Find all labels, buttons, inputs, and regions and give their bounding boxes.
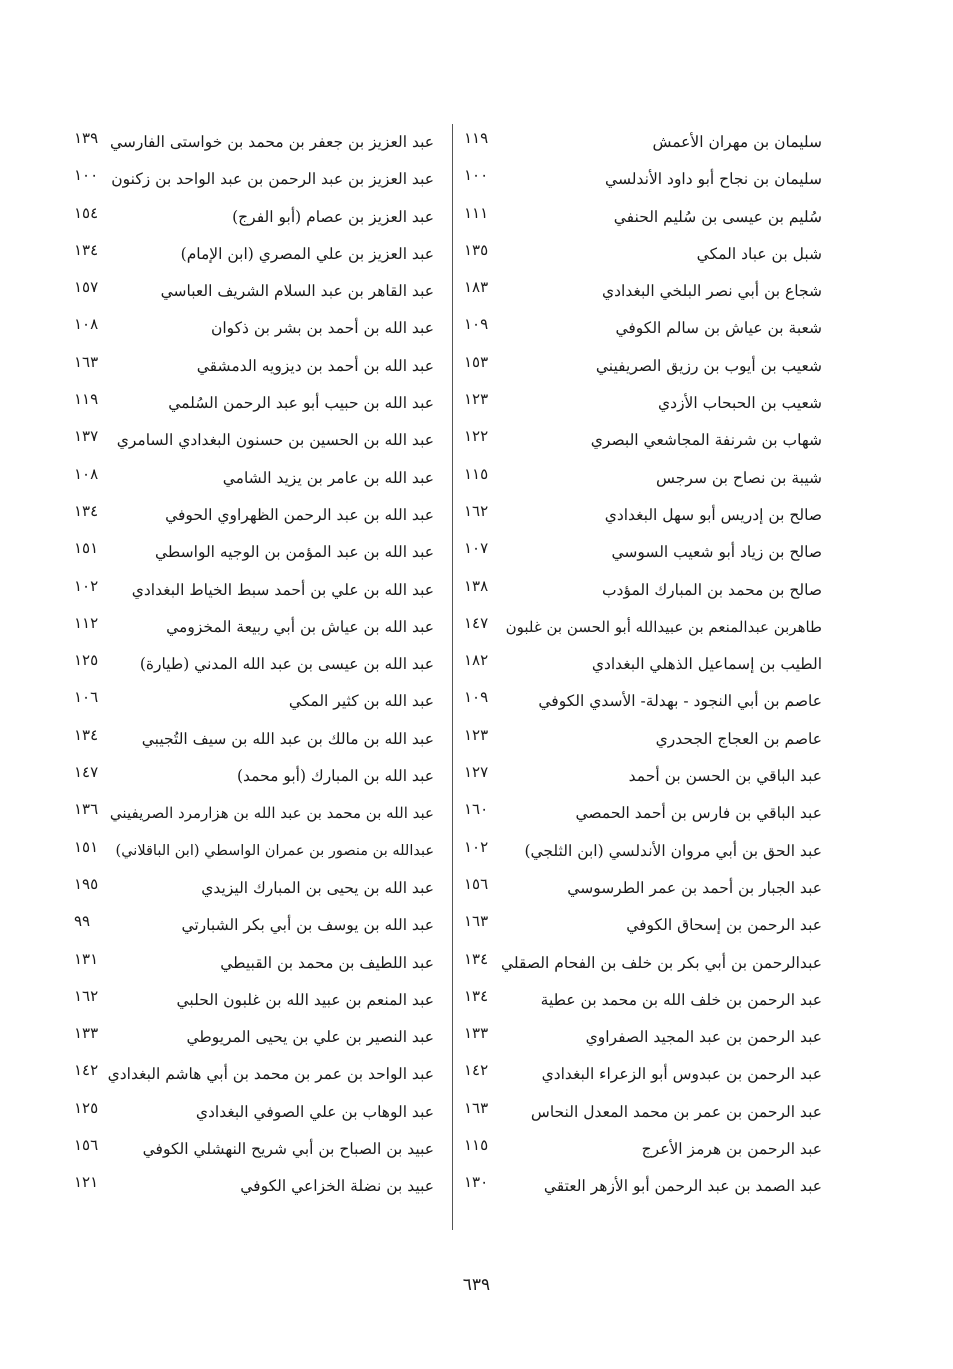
entry-page-number: ١٢٣ xyxy=(464,725,489,744)
index-entry xyxy=(462,945,822,982)
index-entry xyxy=(72,795,434,832)
entry-name: عبيد بن الصباح بن أبي شريح النهشلي الكوفي xyxy=(142,1140,434,1159)
entry-name: عبد الرحمن بن عمر بن محمد المعدل النحاس xyxy=(530,1102,822,1121)
entry-name: عبيد بن نضلة الخزاعي الكوفي xyxy=(240,1177,434,1196)
entry-name: عاصم بن العجاج الجحدري xyxy=(655,729,822,748)
entry-page-number: ٩٩ xyxy=(74,912,91,931)
entry-page-number: ١٣٥ xyxy=(464,240,489,259)
entry-page-number: ١٣٨ xyxy=(464,576,489,595)
index-entry xyxy=(462,907,822,944)
index-entry xyxy=(462,161,822,198)
entry-name: عبد العزيز بن عبد الرحمن بن عبد الواحد بن زكنون xyxy=(111,170,434,189)
entry-name: سليمان بن نجاح أبو داود الأندلسي xyxy=(605,170,822,189)
entry-page-number: ١٠٧ xyxy=(464,539,489,558)
index-entry xyxy=(72,1056,434,1093)
entry-name: طاهربن عبدالمنعم بن عبيدالله أبو الحسن بن غلبون xyxy=(505,617,822,636)
entry-name: عاصم بن أبي النجود - بهدلة- الأسدي الكوفي xyxy=(538,692,822,711)
entry-name: شعبة بن عياش بن سالم الكوفي xyxy=(615,319,822,338)
entry-page-number: ١٣٦ xyxy=(74,800,99,819)
index-entry xyxy=(462,310,822,347)
entry-name: عبد الله بن مالك بن عبد الله بن سيف التُجيبي xyxy=(141,729,434,748)
entry-page-number: ١٤٧ xyxy=(74,763,99,782)
entry-name: شعيب بن أيوب بن رزيق الصريفيني xyxy=(595,356,822,375)
entry-page-number: ١٣٠ xyxy=(464,1173,489,1192)
entry-name: عبد الله بن عياش بن أبي ربيعة المخزومي xyxy=(166,617,434,636)
entry-page-number: ١٥٦ xyxy=(74,1136,99,1155)
index-entry xyxy=(72,348,434,385)
index-entry xyxy=(72,572,434,609)
index-entry xyxy=(462,236,822,273)
entry-page-number: ١٣١ xyxy=(74,949,99,968)
entry-page-number: ١٠٦ xyxy=(74,688,99,707)
entry-name: عبد الرحمن بن خلف الله بن محمد بن عطية xyxy=(540,990,822,1009)
index-entry xyxy=(72,870,434,907)
entry-name: عبد الرحمن بن عبد المجيد الصفراوي xyxy=(585,1028,822,1047)
entry-page-number: ١٥١ xyxy=(74,539,99,558)
entry-page-number: ١٦٢ xyxy=(74,986,99,1005)
entry-page-number: ١٦٣ xyxy=(464,1098,489,1117)
entry-page-number: ١٥٤ xyxy=(74,203,99,222)
index-entry xyxy=(72,236,434,273)
entry-page-number: ١٠٨ xyxy=(74,315,99,334)
index-entry xyxy=(462,721,822,758)
entry-name: عبد الله بن يحيى بن المبارك اليزيدي xyxy=(201,878,434,897)
index-entry xyxy=(72,497,434,534)
index-entry xyxy=(72,1094,434,1131)
index-entry xyxy=(462,646,822,683)
entry-name: عبد الجبار بن أحمد بن عمر الطرسوسي xyxy=(567,878,822,897)
entry-name: شبل بن عباد المكي xyxy=(696,244,822,263)
index-entry xyxy=(462,870,822,907)
index-entry xyxy=(462,497,822,534)
index-entry xyxy=(72,945,434,982)
entry-name: عبد الله بن علي بن أحمد سبط الخياط البغدادي xyxy=(131,580,434,599)
entry-name: الطيب بن إسماعيل الذهلي البغدادي xyxy=(591,655,822,674)
index-entry xyxy=(72,460,434,497)
entry-page-number: ١٣٤ xyxy=(464,986,489,1005)
entry-page-number: ١٦٠ xyxy=(464,800,489,819)
index-entry xyxy=(72,199,434,236)
entry-page-number: ١٣٤ xyxy=(74,725,99,744)
index-entry xyxy=(72,907,434,944)
entry-name: عبد الله بن يوسف بن أبي بكر الشبارتي xyxy=(181,916,434,935)
index-entry xyxy=(72,124,434,161)
entry-name: عبد الله بن محمد بن عبد الله بن هزارمرد الصريفيني xyxy=(109,804,434,823)
page-number: ٦٣٩ xyxy=(462,1275,491,1295)
entry-name: عبد الله بن عامر بن يزيد الشامي xyxy=(222,468,434,487)
index-entry xyxy=(462,1131,822,1168)
entry-page-number: ١٣٧ xyxy=(74,427,99,446)
index-entry xyxy=(72,1168,434,1205)
entry-page-number: ١٦٢ xyxy=(464,501,489,520)
entry-name: عبد اللطيف بن محمد بن القبيطي xyxy=(220,953,434,972)
entry-page-number: ١١٩ xyxy=(464,129,489,147)
index-entry xyxy=(462,199,822,236)
entry-name: عبد الرحمن بن هرمز الأعرج xyxy=(641,1140,822,1159)
entry-name: عبد القاهر بن عبد السلام الشريف العباسي xyxy=(160,282,434,301)
index-entry xyxy=(72,609,434,646)
entry-page-number: ١٠٠ xyxy=(464,166,489,185)
index-entry xyxy=(462,1019,822,1056)
index-entry xyxy=(72,683,434,720)
index-entry xyxy=(462,572,822,609)
left-index-column xyxy=(72,124,434,1206)
entry-page-number: ١٢٥ xyxy=(74,651,99,670)
index-entry xyxy=(72,758,434,795)
entry-name: عبد المنعم بن عبيد الله بن غلبون الحلبي xyxy=(176,990,434,1009)
entry-name: عبد الله بن عبد المؤمن بن الوجيه الواسطي xyxy=(155,543,434,562)
entry-name: عبد العزيز بن عصام (أبو الفرج) xyxy=(232,207,434,226)
index-entry xyxy=(72,982,434,1019)
entry-page-number: ١٦٣ xyxy=(74,352,99,371)
entry-name: عبد الصمد بن عبد الرحمن أبو الأزهر العتقي xyxy=(543,1177,822,1196)
index-entry xyxy=(72,1131,434,1168)
entry-name: عبد الوهاب بن علي الصوفي البغدادي xyxy=(195,1102,434,1121)
entry-page-number: ١٣٩ xyxy=(74,129,99,147)
entry-page-number: ١٠٠ xyxy=(74,166,99,185)
entry-page-number: ١٠٢ xyxy=(74,576,99,595)
entry-page-number: ١١٢ xyxy=(74,613,99,632)
entry-page-number: ١٥٣ xyxy=(464,352,489,371)
entry-page-number: ١٤٢ xyxy=(74,1061,99,1080)
entry-name: عبد الله بن أحمد بن بشر بن ذكوان xyxy=(210,319,434,338)
entry-name: عبد الله بن المبارك (أبو محمد) xyxy=(236,767,434,786)
entry-name: عبد الحق بن أبي مروان الأندلسي (ابن الثلجي) xyxy=(524,841,822,860)
index-entry xyxy=(462,758,822,795)
entry-name: عبد النصير بن علي بن يحيى المريوطي xyxy=(186,1028,434,1047)
index-entry xyxy=(462,795,822,832)
entry-name: سليمان بن مهران الأعمش xyxy=(652,133,822,151)
entry-page-number: ١٣٤ xyxy=(464,949,489,968)
entry-name: عبد الله بن الحسين بن حسنون البغدادي السامري xyxy=(116,431,434,450)
index-entry xyxy=(72,534,434,571)
entry-name: عبد الله بن حبيب أبو عبد الرحمن السُلمي xyxy=(168,394,434,413)
index-entry xyxy=(462,1094,822,1131)
entry-name: عبدالله بن منصور بن عمران الواسطي (ابن الباقلاني) xyxy=(115,842,434,859)
right-index-column xyxy=(462,124,822,1206)
index-entry xyxy=(462,385,822,422)
entry-page-number: ١٣٣ xyxy=(74,1024,99,1043)
entry-page-number: ١٣٣ xyxy=(464,1024,489,1043)
index-entry xyxy=(72,646,434,683)
entry-page-number: ١٤٢ xyxy=(464,1061,489,1080)
index-entry xyxy=(72,833,434,870)
entry-name: عبد الله بن كثير المكي xyxy=(288,692,434,711)
entry-name: شهاب بن شرنفة المجاشعي البصري xyxy=(590,431,822,450)
index-entry xyxy=(72,385,434,422)
index-entry xyxy=(462,534,822,571)
entry-name: عبد الله بن عيسى بن عبد الله المدني (طيارة) xyxy=(139,655,434,674)
index-entry xyxy=(72,422,434,459)
column-divider xyxy=(452,124,453,1230)
entry-name: شجاع بن أبي نصر البلخي البغدادي xyxy=(602,282,822,301)
entry-name: عبد الله بن أحمد بن ديزويه الدمشقي xyxy=(196,356,434,375)
entry-page-number: ١٣٤ xyxy=(74,501,99,520)
entry-name: عبد الرحمن بن إسحاق الكوفي xyxy=(626,916,822,935)
entry-name: عبد الباقي بن الحسن بن أحمد xyxy=(628,767,822,786)
entry-page-number: ١٨٣ xyxy=(464,278,489,297)
entry-page-number: ١٠٩ xyxy=(464,315,489,334)
entry-name: عبد الواحد بن عمر بن محمد بن أبي هاشم البغدادي xyxy=(107,1065,434,1084)
index-entry xyxy=(462,609,822,646)
index-entry xyxy=(462,683,822,720)
entry-page-number: ١١٥ xyxy=(464,464,489,483)
entry-page-number: ١٨٢ xyxy=(464,651,489,670)
entry-page-number: ١٢٣ xyxy=(464,390,489,409)
entry-name: شيبة بن نصاح بن سرجس xyxy=(656,468,822,487)
index-entry xyxy=(72,310,434,347)
entry-name: صالح بن زياد أبو شعيب السوسي xyxy=(611,543,822,562)
entry-page-number: ١٥٧ xyxy=(74,278,99,297)
entry-name: سُليم بن عيسى بن سُليم الحنفي xyxy=(613,207,822,226)
entry-page-number: ١٠٨ xyxy=(74,464,99,483)
entry-page-number: ١٩٥ xyxy=(74,874,99,893)
entry-name: عبد الله بن عبد الرحمن الظهراوي الحوفي xyxy=(165,505,434,524)
index-entry xyxy=(462,422,822,459)
index-entry xyxy=(462,833,822,870)
index-entry xyxy=(462,1168,822,1205)
entry-name: عبد الباقي بن فارس بن أحمد الحمصي xyxy=(575,804,822,823)
entry-page-number: ١١٩ xyxy=(74,390,99,409)
entry-page-number: ١١١ xyxy=(464,203,489,222)
entry-name: شعيب بن الحبحاب الأزدي xyxy=(658,394,822,413)
entry-page-number: ١٤٧ xyxy=(464,613,489,632)
entry-page-number: ١٢١ xyxy=(74,1173,99,1192)
entry-page-number: ١٢٧ xyxy=(464,763,489,782)
index-entry xyxy=(462,1056,822,1093)
index-entry xyxy=(462,460,822,497)
entry-page-number: ١٢٥ xyxy=(74,1098,99,1117)
index-entry xyxy=(462,273,822,310)
entry-page-number: ١٦٣ xyxy=(464,912,489,931)
entry-page-number: ١٠٢ xyxy=(464,837,489,856)
entry-name: صالح بن إدريس أبو سهل البغدادي xyxy=(604,505,822,524)
index-entry xyxy=(72,161,434,198)
entry-page-number: ١٥٦ xyxy=(464,874,489,893)
index-entry xyxy=(72,273,434,310)
entry-name: عبد العزيز بن علي المصري (ابن الإمام) xyxy=(180,244,434,263)
entry-name: عبد العزيز بن جعفر بن محمد بن خواستى الفارسي xyxy=(109,133,434,151)
index-entry xyxy=(72,721,434,758)
entry-page-number: ١٢٢ xyxy=(464,427,489,446)
index-entry xyxy=(72,1019,434,1056)
entry-name: صالح بن محمد بن المبارك المؤدب xyxy=(601,580,822,599)
entry-page-number: ١١٥ xyxy=(464,1136,489,1155)
entry-name: عبدالرحمن بن أبي بكر بن خلف بن الفحام الصقلي xyxy=(500,953,822,972)
entry-name: عبد الرحمن بن عبدوس أبو الزعراء البغدادي xyxy=(541,1065,822,1084)
index-entry xyxy=(462,124,822,161)
entry-page-number: ١٣٤ xyxy=(74,240,99,259)
index-entry xyxy=(462,348,822,385)
entry-page-number: ١٥١ xyxy=(74,837,99,856)
index-entry xyxy=(462,982,822,1019)
entry-page-number: ١٠٩ xyxy=(464,688,489,707)
